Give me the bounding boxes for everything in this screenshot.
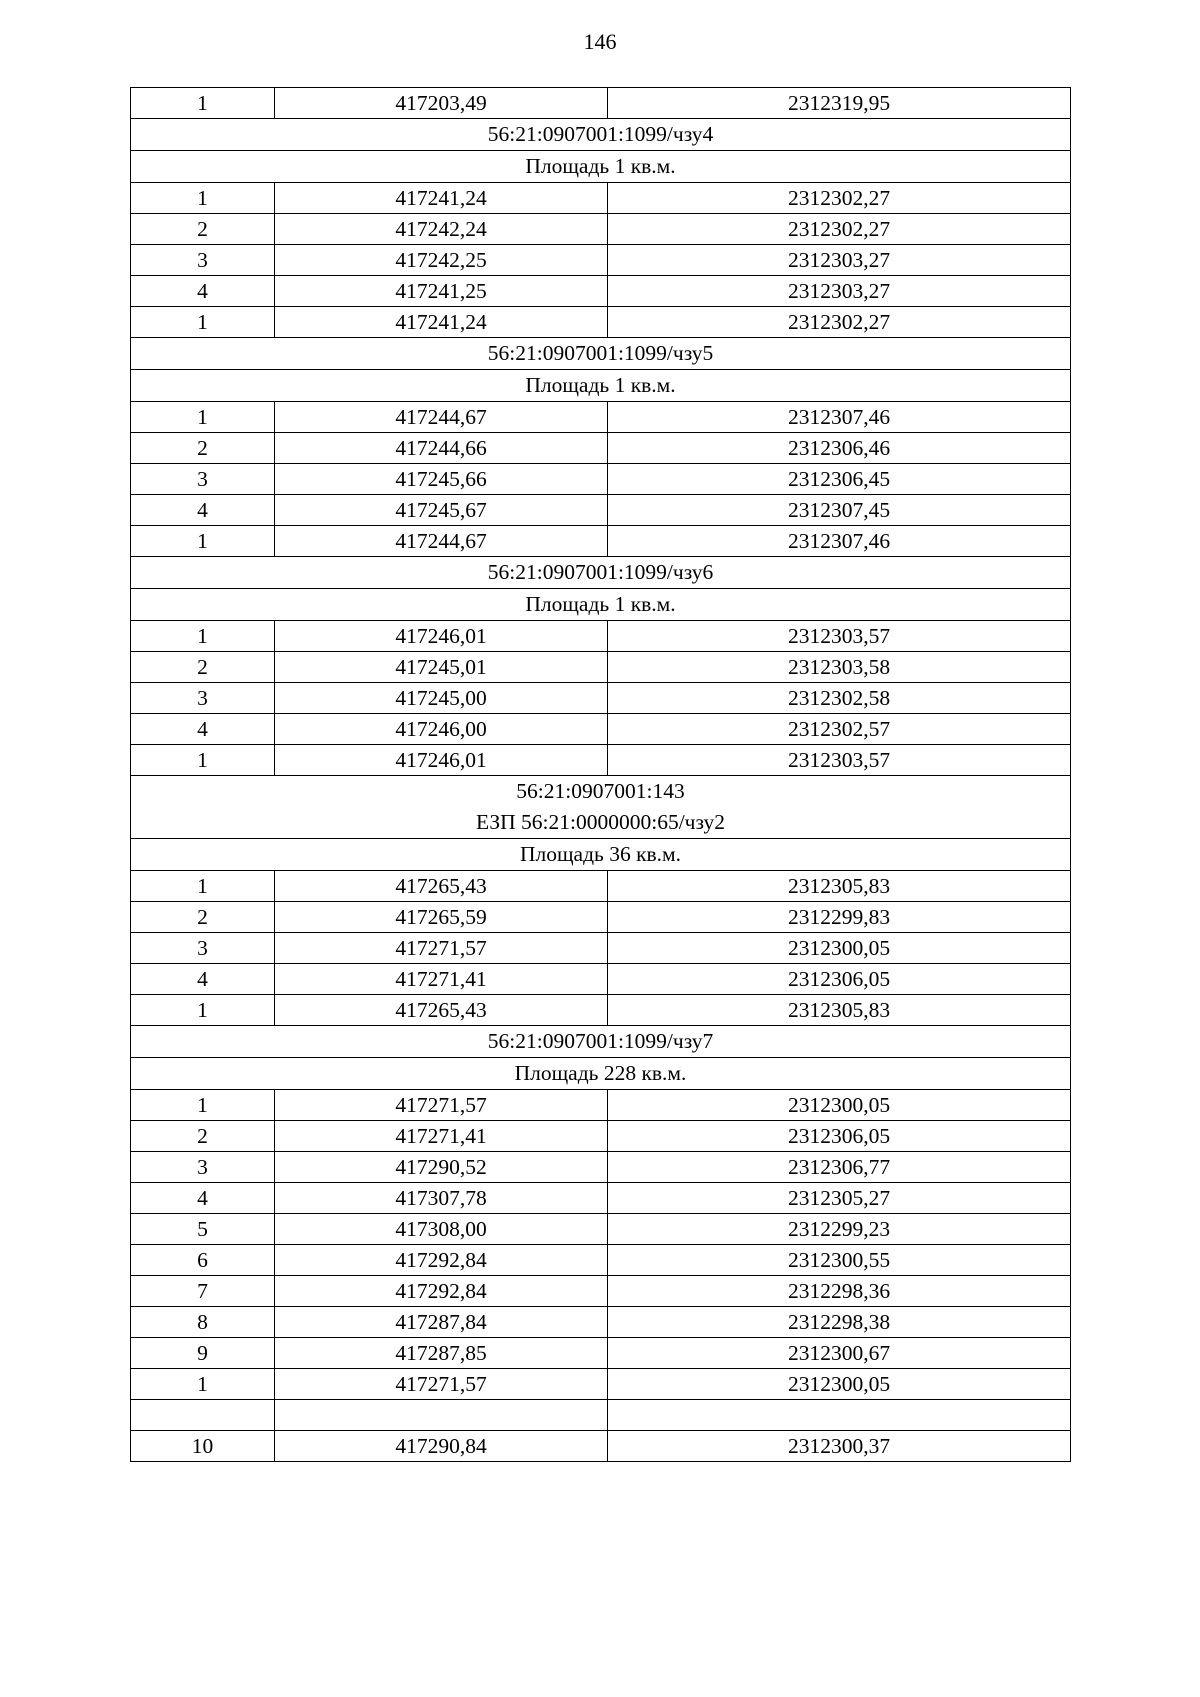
point-number-cell: 5 [131, 1214, 275, 1245]
x-coordinate-cell: 417246,01 [275, 745, 608, 776]
section-header-cell [131, 557, 1071, 589]
x-coordinate-cell: 417287,85 [275, 1338, 608, 1369]
table-row [131, 652, 1071, 683]
section-header-line: 56:21:0907001:143 [516, 779, 685, 803]
y-coordinate-cell: 2312298,38 [608, 1307, 1071, 1338]
point-number-cell: 9 [131, 1338, 275, 1369]
x-coordinate-cell: 417245,66 [275, 464, 608, 495]
point-number-cell: 8 [131, 1307, 275, 1338]
y-coordinate-cell: 2312302,58 [608, 683, 1071, 714]
y-coordinate-cell: 2312306,05 [608, 1121, 1071, 1152]
coordinates-table-body [131, 88, 1071, 1462]
x-coordinate-cell: 417241,24 [275, 183, 608, 214]
table-row [131, 621, 1071, 652]
table-row [131, 495, 1071, 526]
y-coordinate-cell: 2312302,27 [608, 183, 1071, 214]
section-header-cell [131, 589, 1071, 621]
y-coordinate-cell: 2312299,23 [608, 1214, 1071, 1245]
y-coordinate-cell: 2312305,27 [608, 1183, 1071, 1214]
point-number-cell: 1 [131, 526, 275, 557]
x-coordinate-cell: 417292,84 [275, 1276, 608, 1307]
x-coordinate-cell: 417244,67 [275, 526, 608, 557]
x-coordinate-cell: 417241,24 [275, 307, 608, 338]
x-coordinate-cell: 417265,43 [275, 871, 608, 902]
point-number-cell: 1 [131, 183, 275, 214]
table-row [131, 276, 1071, 307]
section-header-line: Площадь 1 кв.м. [525, 154, 676, 178]
section-header-cell [131, 370, 1071, 402]
y-coordinate-cell: 2312299,83 [608, 902, 1071, 933]
table-row [131, 433, 1071, 464]
section-header-line: ЕЗП 56:21:0000000:65/чзу2 [475, 810, 726, 834]
section-header-line: 56:21:0907001:1099/чзу4 [487, 122, 714, 146]
table-row [131, 995, 1071, 1026]
section-header-cell [131, 338, 1071, 370]
x-coordinate-cell: 417245,67 [275, 495, 608, 526]
table-row [131, 183, 1071, 214]
section-header-cell [131, 776, 1071, 839]
section-header-cell [131, 1058, 1071, 1090]
table-row [131, 1431, 1071, 1462]
y-coordinate-cell: 2312300,05 [608, 933, 1071, 964]
x-coordinate-cell: 417271,57 [275, 1090, 608, 1121]
point-number-cell: 1 [131, 1369, 275, 1400]
table-row [131, 1152, 1071, 1183]
point-number-cell: 4 [131, 964, 275, 995]
x-coordinate-cell: 417271,41 [275, 964, 608, 995]
point-number-cell: 3 [131, 464, 275, 495]
section-header-line: 56:21:0907001:1099/чзу5 [487, 341, 714, 365]
point-number-cell: 1 [131, 307, 275, 338]
x-coordinate-cell [275, 1400, 608, 1431]
table-row [131, 871, 1071, 902]
section-header-line: 56:21:0907001:1099/чзу7 [487, 1029, 714, 1053]
table-row [131, 1245, 1071, 1276]
table-row [131, 402, 1071, 433]
y-coordinate-cell: 2312306,05 [608, 964, 1071, 995]
table-row [131, 214, 1071, 245]
x-coordinate-cell: 417246,00 [275, 714, 608, 745]
x-coordinate-cell: 417290,52 [275, 1152, 608, 1183]
x-coordinate-cell: 417271,41 [275, 1121, 608, 1152]
table-row [131, 307, 1071, 338]
section-header-cell [131, 119, 1071, 151]
section-header-row [131, 338, 1071, 370]
y-coordinate-cell: 2312300,37 [608, 1431, 1071, 1462]
x-coordinate-cell: 417246,01 [275, 621, 608, 652]
point-number-cell: 4 [131, 276, 275, 307]
table-row [131, 1276, 1071, 1307]
point-number-cell: 1 [131, 621, 275, 652]
table-row [131, 1369, 1071, 1400]
x-coordinate-cell: 417241,25 [275, 276, 608, 307]
table-row [131, 1183, 1071, 1214]
x-coordinate-cell: 417245,00 [275, 683, 608, 714]
point-number-cell: 3 [131, 683, 275, 714]
table-row [131, 88, 1071, 119]
x-coordinate-cell: 417245,01 [275, 652, 608, 683]
point-number-cell: 6 [131, 1245, 275, 1276]
y-coordinate-cell: 2312305,83 [608, 995, 1071, 1026]
section-header-line: Площадь 1 кв.м. [525, 592, 676, 616]
point-number-cell: 3 [131, 933, 275, 964]
section-header-cell [131, 1026, 1071, 1058]
y-coordinate-cell [608, 1400, 1071, 1431]
x-coordinate-cell: 417308,00 [275, 1214, 608, 1245]
point-number-cell: 2 [131, 1121, 275, 1152]
table-row [131, 902, 1071, 933]
x-coordinate-cell: 417244,67 [275, 402, 608, 433]
table-row [131, 1400, 1071, 1431]
y-coordinate-cell: 2312303,57 [608, 745, 1071, 776]
x-coordinate-cell: 417265,43 [275, 995, 608, 1026]
table-row [131, 683, 1071, 714]
x-coordinate-cell: 417307,78 [275, 1183, 608, 1214]
y-coordinate-cell: 2312300,55 [608, 1245, 1071, 1276]
point-number-cell: 3 [131, 1152, 275, 1183]
x-coordinate-cell: 417292,84 [275, 1245, 608, 1276]
table-row [131, 1090, 1071, 1121]
table-row [131, 964, 1071, 995]
x-coordinate-cell: 417265,59 [275, 902, 608, 933]
point-number-cell: 2 [131, 652, 275, 683]
table-row [131, 1307, 1071, 1338]
y-coordinate-cell: 2312306,77 [608, 1152, 1071, 1183]
section-header-row [131, 119, 1071, 151]
y-coordinate-cell: 2312319,95 [608, 88, 1071, 119]
point-number-cell: 1 [131, 1090, 275, 1121]
y-coordinate-cell: 2312306,45 [608, 464, 1071, 495]
point-number-cell: 1 [131, 995, 275, 1026]
x-coordinate-cell: 417287,84 [275, 1307, 608, 1338]
section-header-line: Площадь 228 кв.м. [514, 1061, 687, 1085]
y-coordinate-cell: 2312305,83 [608, 871, 1071, 902]
y-coordinate-cell: 2312302,27 [608, 214, 1071, 245]
section-header-cell [131, 151, 1071, 183]
point-number-cell: 2 [131, 214, 275, 245]
table-row [131, 245, 1071, 276]
section-header-line: Площадь 36 кв.м. [519, 842, 682, 866]
section-header-line: Площадь 1 кв.м. [525, 373, 676, 397]
section-header-row [131, 776, 1071, 839]
section-header-row [131, 589, 1071, 621]
section-header-cell [131, 839, 1071, 871]
section-header-row [131, 151, 1071, 183]
point-number-cell: 10 [131, 1431, 275, 1462]
y-coordinate-cell: 2312307,46 [608, 402, 1071, 433]
y-coordinate-cell: 2312303,57 [608, 621, 1071, 652]
y-coordinate-cell: 2312300,05 [608, 1090, 1071, 1121]
table-row [131, 464, 1071, 495]
x-coordinate-cell: 417271,57 [275, 1369, 608, 1400]
y-coordinate-cell: 2312303,27 [608, 276, 1071, 307]
table-row [131, 745, 1071, 776]
y-coordinate-cell: 2312303,58 [608, 652, 1071, 683]
x-coordinate-cell: 417203,49 [275, 88, 608, 119]
point-number-cell: 2 [131, 433, 275, 464]
x-coordinate-cell: 417242,24 [275, 214, 608, 245]
table-row [131, 1214, 1071, 1245]
section-header-row [131, 1058, 1071, 1090]
point-number-cell: 4 [131, 714, 275, 745]
point-number-cell: 3 [131, 245, 275, 276]
table-row [131, 714, 1071, 745]
point-number-cell [131, 1400, 275, 1431]
section-header-row [131, 1026, 1071, 1058]
y-coordinate-cell: 2312306,46 [608, 433, 1071, 464]
section-header-row [131, 370, 1071, 402]
y-coordinate-cell: 2312302,27 [608, 307, 1071, 338]
section-header-line: 56:21:0907001:1099/чзу6 [487, 560, 714, 584]
point-number-cell: 1 [131, 745, 275, 776]
table-row [131, 526, 1071, 557]
y-coordinate-cell: 2312302,57 [608, 714, 1071, 745]
y-coordinate-cell: 2312300,67 [608, 1338, 1071, 1369]
point-number-cell: 2 [131, 902, 275, 933]
x-coordinate-cell: 417290,84 [275, 1431, 608, 1462]
x-coordinate-cell: 417244,66 [275, 433, 608, 464]
point-number-cell: 1 [131, 871, 275, 902]
y-coordinate-cell: 2312300,05 [608, 1369, 1071, 1400]
y-coordinate-cell: 2312303,27 [608, 245, 1071, 276]
page-number: 146 [583, 29, 617, 54]
table-row [131, 933, 1071, 964]
x-coordinate-cell: 417271,57 [275, 933, 608, 964]
coordinates-table [130, 87, 1071, 1462]
y-coordinate-cell: 2312307,46 [608, 526, 1071, 557]
section-header-row [131, 839, 1071, 871]
point-number-cell: 4 [131, 1183, 275, 1214]
point-number-cell: 7 [131, 1276, 275, 1307]
section-header-row [131, 557, 1071, 589]
point-number-cell: 1 [131, 88, 275, 119]
y-coordinate-cell: 2312298,36 [608, 1276, 1071, 1307]
table-row [131, 1338, 1071, 1369]
x-coordinate-cell: 417242,25 [275, 245, 608, 276]
point-number-cell: 4 [131, 495, 275, 526]
table-row [131, 1121, 1071, 1152]
point-number-cell: 1 [131, 402, 275, 433]
y-coordinate-cell: 2312307,45 [608, 495, 1071, 526]
